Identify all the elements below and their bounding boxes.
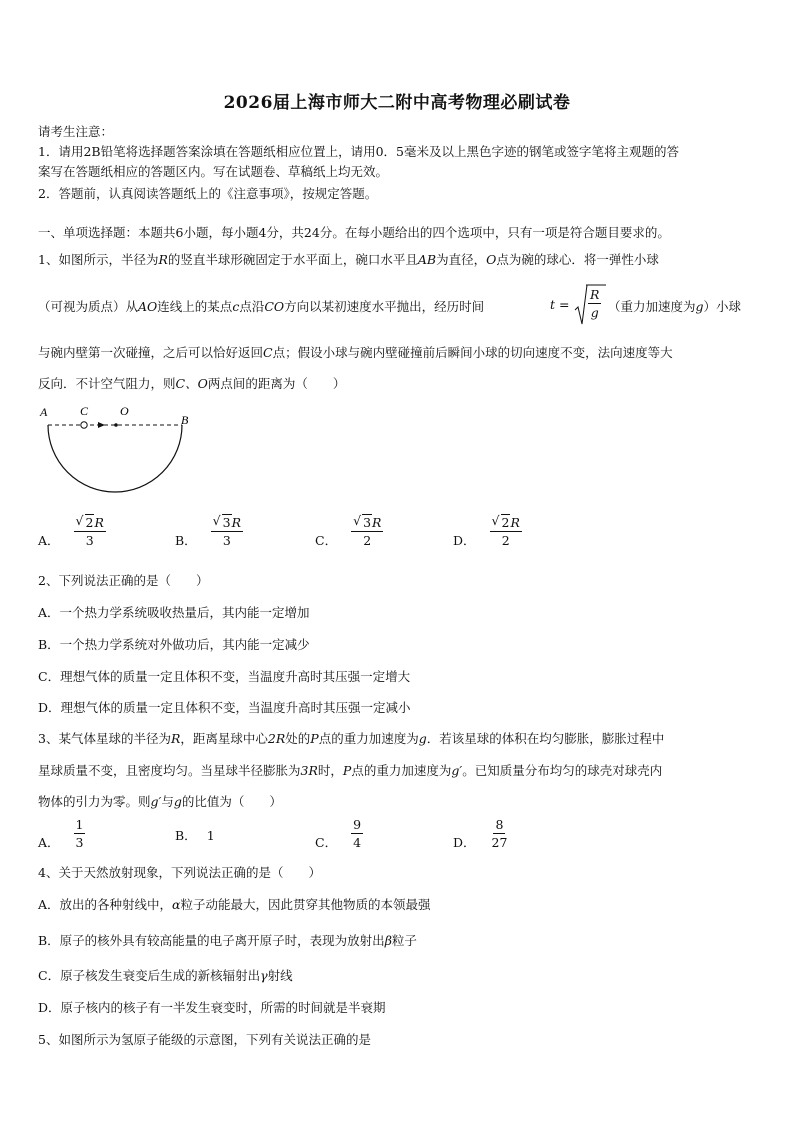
q2-option-b[interactable]: B．一个热力学系统对外做功后，其内能一定减少 [38,637,310,652]
q3-option-a[interactable]: A． $\frac{1}{3}$ [38,817,84,850]
q3-line-1: 3、某气体星球的半径为R，距离星球中心2R处的P点的重力加速度为g．若该星球的体积在均匀膨胀，膨胀过程中 [38,731,665,746]
bowl-arc [48,425,182,492]
q3-option-c[interactable]: C． $\frac{9}{4}$ [315,817,362,850]
q2-option-c[interactable]: C．理想气体的质量一定且体积不变，当温度升高时其压强一定增大 [38,669,411,684]
q1-line-2-tail: （重力加速度为g）小球 [608,299,742,314]
q3-option-b[interactable]: B． 1 [175,828,215,843]
option-a-fraction: $\frac{1}{3}$ [75,817,84,850]
q3-option-d[interactable]: D． $\frac{8}{27}$ [453,817,508,850]
radical-sign-icon [574,284,588,326]
label-o: O [120,404,129,418]
bowl-figure [36,402,206,502]
option-a-fraction: √ $\frac{2R}{3}$ [74,514,106,549]
notice-heading: 请考生注意： [38,124,114,139]
notice-item-1-line-2: 案写在答题纸相应的答题区内。写在试题卷、草稿纸上均无效。 [38,164,389,179]
option-d-fraction: $\frac{8}{27}$ [491,817,508,850]
section-header: 一、单项选择题：本题共6小题，每小题4分，共24分。在每小题给出的四个选项中，只有一项是符合题目要求的。 [38,225,670,240]
q2-option-a[interactable]: A．一个热力学系统吸收热量后，其内能一定增加 [38,605,310,620]
q3-line-3: 物体的引力为零。则g′与g的比值为（ ） [38,794,282,809]
label-c: C [80,404,89,418]
velocity-arrow-icon [98,422,105,428]
q2-option-d[interactable]: D．理想气体的质量一定且体积不变，当温度升高时其压强一定减小 [38,700,411,715]
label-a: A [40,405,48,419]
option-c-fraction: $\frac{9}{4}$ [353,817,362,850]
q4-option-a[interactable]: A．放出的各种射线中，α粒子动能最大，因此贯穿其他物质的本领最强 [38,897,431,912]
q1-option-b[interactable]: B． √ $\frac{3R}{3}$ [175,514,243,549]
q1-line-3: 与碗内壁第一次碰撞，之后可以恰好返回C点；假设小球与碗内壁碰撞前后瞬间小球的切向速度不变，法向速度等大 [38,345,673,360]
option-d-fraction: √ $\frac{2R}{2}$ [490,514,522,549]
notice-item-1-line-1: 1．请用2B铅笔将选择题答案涂填在答题纸相应位置上，请用0．5毫米及以上黑色字迹的钢笔或签字笔将主观题的答 [38,144,679,159]
q1-option-c[interactable]: C． √ $\frac{3R}{2}$ [315,514,383,549]
q4-option-b[interactable]: B．原子的核外具有较高能量的电子离开原子时，表现为放射出β粒子 [38,933,417,948]
label-b: B [181,413,189,427]
option-c-fraction: √ $\frac{3R}{2}$ [351,514,383,549]
q5-stem: 5、如图所示为氢原子能级的示意图，下列有关说法正确的是 [38,1032,371,1047]
q4-option-d[interactable]: D．原子核内的核子有一半发生衰变时，所需的时间就是半衰期 [38,1000,386,1015]
q2-stem: 2、下列说法正确的是（ ） [38,573,209,588]
q1-line-4: 反向．不计空气阻力，则C、O两点间的距离为（ ） [38,376,346,391]
q1-option-a[interactable]: A． √ $\frac{2R}{3}$ [38,514,106,549]
option-b-fraction: √ $\frac{3R}{3}$ [211,514,243,549]
notice-item-2: 2．答题前，认真阅读答题纸上的《注意事项》，按规定答题。 [38,186,378,201]
center-point-o [114,423,118,427]
r-over-g-fraction: $\frac{R}{g}$ [590,287,600,320]
page-title: 2026届上海市师大二附中高考物理必刷试卷 [223,93,571,113]
q1-option-d[interactable]: D． √ $\frac{2R}{2}$ [453,514,522,549]
q1-line-1: 1、如图所示，半径为R的竖直半球形碗固定于水平面上，碗口水平且AB为直径，O点为碗的球心．将一弹性小球 [38,252,659,267]
q1-line-2: （可视为质点）从AO连线上的某点c点沿CO方向以某初速度水平抛出，经历时间 [38,299,485,314]
q4-stem: 4、关于天然放射现象，下列说法正确的是（ ） [38,865,321,880]
ball-point-c [81,422,87,428]
q4-option-c[interactable]: C．原子核发生衰变后生成的新核辐射出γ射线 [38,968,293,983]
q3-line-2: 星球质量不变，且密度均匀。当星球半径膨胀为3R时，P点的重力加速度为g′。已知质量分布均匀的球壳对球壳内 [38,763,663,778]
